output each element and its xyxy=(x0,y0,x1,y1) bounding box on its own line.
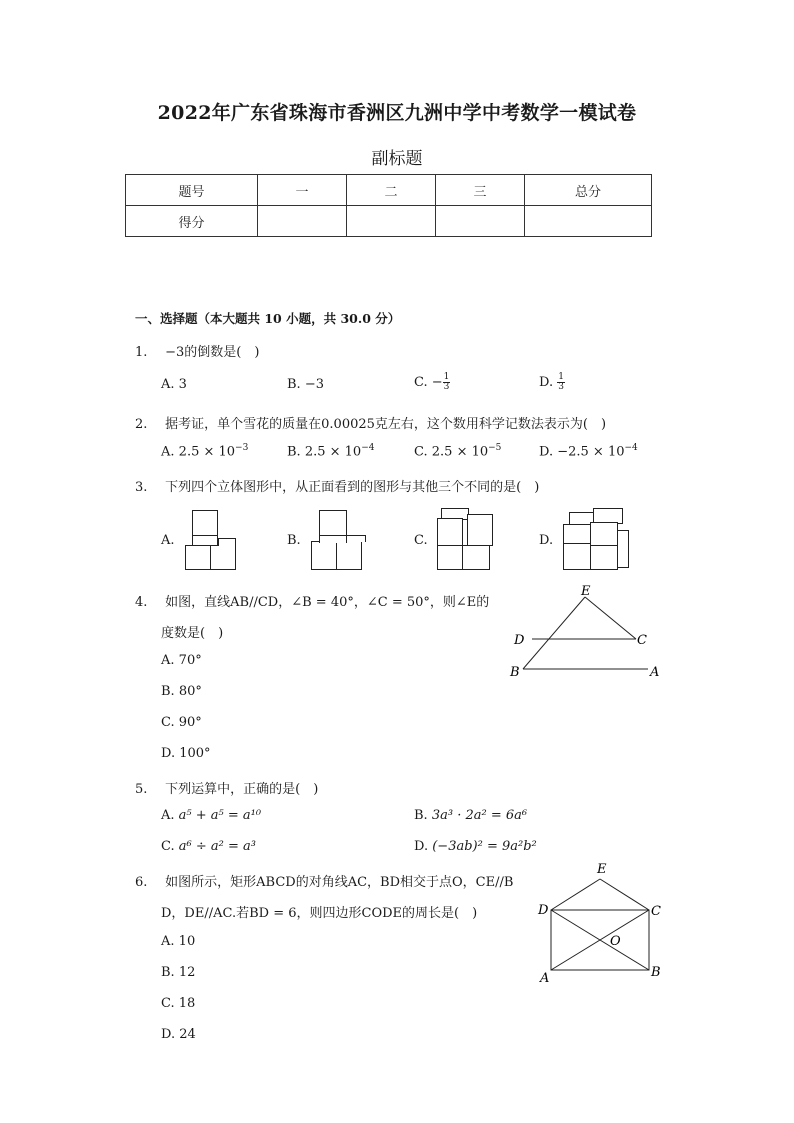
rectangle-figure xyxy=(535,858,665,986)
parallel-lines-figure xyxy=(505,580,670,682)
question-text: 如图，直线AB//CD，∠B = 40°，∠C = 50°，则∠E的 xyxy=(165,595,490,610)
score-row-label: 得分 xyxy=(126,206,258,237)
label-d: D xyxy=(538,903,549,918)
line-ec xyxy=(600,879,649,910)
option-c[interactable]: C. 18 xyxy=(161,996,196,1011)
fraction: $\frac{1}{3}$ xyxy=(558,372,564,392)
option-d[interactable]: D. (−3ab)² = 9a²b² xyxy=(414,839,537,854)
question-number: 3. xyxy=(135,480,148,495)
score-cell[interactable] xyxy=(525,206,652,237)
document-title: 2022年广东省珠海市香洲区九洲中学中考数学一模试卷 xyxy=(157,102,637,124)
score-cell[interactable] xyxy=(258,206,347,237)
label-o: O xyxy=(610,934,621,949)
question-6 xyxy=(135,871,513,890)
label-c: C xyxy=(637,633,647,648)
label-d: D xyxy=(514,633,525,648)
score-header-cell: 三 xyxy=(436,175,525,206)
label-c: C xyxy=(651,904,661,919)
line-ec xyxy=(585,597,636,639)
option-a[interactable] xyxy=(161,377,187,392)
option-text: − xyxy=(431,375,443,390)
question-3 xyxy=(135,476,539,495)
option-c[interactable]: C. $2.5 \times 10^{-5}$ xyxy=(414,443,502,460)
option-text: −3 xyxy=(304,377,324,392)
option-a[interactable]: A. xyxy=(161,533,175,548)
question-text: 下列四个立体图形中，从正面看到的图形与其他三个不同的是( ) xyxy=(165,480,540,495)
question-text: −3的倒数是( ) xyxy=(165,345,260,360)
option-b[interactable]: B. 3a³ · 2a² = 6a⁶ xyxy=(414,808,528,823)
cube-figure-b xyxy=(311,510,371,572)
cube-figure-d xyxy=(563,508,633,572)
option-text: 3 xyxy=(178,377,187,392)
question-number: 4. xyxy=(135,595,148,610)
section-heading: 一、选择题（本大题共 10 小题，共 30.0 分） xyxy=(135,311,401,326)
label-b: B xyxy=(510,665,520,680)
option-d[interactable]: D. 100° xyxy=(161,746,211,761)
question-text-cont: 度数是( ) xyxy=(161,626,224,641)
label-e: E xyxy=(581,584,591,599)
fraction: $\frac{1}{3}$ xyxy=(443,372,450,392)
option-c[interactable]: C. 90° xyxy=(161,715,202,730)
option-letter: D. xyxy=(539,375,554,390)
line-de xyxy=(551,879,600,910)
question-number: 6. xyxy=(135,875,148,890)
score-table xyxy=(125,174,652,237)
label-a: A xyxy=(650,665,660,680)
label-e: E xyxy=(597,862,607,877)
option-b[interactable]: B. $2.5 \times 10^{-4}$ xyxy=(287,443,375,460)
question-text: 如图所示，矩形ABCD的对角线AC，BD相交于点O，CE//B xyxy=(165,875,514,890)
cube-figure-a xyxy=(185,510,245,572)
label-b: B xyxy=(651,965,661,980)
option-c[interactable] xyxy=(414,373,450,392)
option-a[interactable]: A. 10 xyxy=(161,934,196,949)
question-text: 据考证，单个雪花的质量在0.00025克左右，这个数用科学记数法表示为( ) xyxy=(165,417,607,432)
option-b[interactable]: B. 80° xyxy=(161,684,202,699)
score-cell[interactable] xyxy=(436,206,525,237)
option-c[interactable]: C. a⁶ ÷ a² = a³ xyxy=(161,839,256,854)
option-letter: C. xyxy=(414,375,428,390)
score-header-cell: 总分 xyxy=(525,175,652,206)
question-4 xyxy=(135,591,489,610)
score-table-row xyxy=(126,206,652,237)
question-1 xyxy=(135,341,259,360)
question-number: 2. xyxy=(135,417,148,432)
option-a[interactable]: A. $2.5 \times 10^{-3}$ xyxy=(161,443,249,460)
cube-figure-c xyxy=(437,508,497,572)
option-b[interactable]: B. xyxy=(287,533,301,548)
option-a[interactable]: A. 70° xyxy=(161,653,202,668)
label-a: A xyxy=(540,971,550,986)
option-d[interactable]: D. 24 xyxy=(161,1027,196,1042)
option-d[interactable]: D. $-2.5 \times 10^{-4}$ xyxy=(539,443,638,460)
question-2 xyxy=(135,413,606,432)
option-letter: A. xyxy=(161,377,175,392)
document-subtitle: 副标题 xyxy=(371,149,423,169)
question-5 xyxy=(135,778,318,797)
option-a[interactable]: A. a⁵ + a⁵ = a¹⁰ xyxy=(161,808,262,823)
option-b[interactable] xyxy=(287,377,324,392)
score-table-header-row xyxy=(126,175,652,206)
score-header-cell: 题号 xyxy=(126,175,258,206)
score-header-cell: 二 xyxy=(347,175,436,206)
option-c[interactable]: C. xyxy=(414,533,428,548)
question-text: 下列运算中，正确的是( ) xyxy=(165,782,319,797)
option-letter: B. xyxy=(287,377,301,392)
score-header-cell: 一 xyxy=(258,175,347,206)
option-d[interactable] xyxy=(539,373,565,392)
question-number: 5. xyxy=(135,782,148,797)
option-b[interactable]: B. 12 xyxy=(161,965,196,980)
score-cell[interactable] xyxy=(347,206,436,237)
option-d[interactable]: D. xyxy=(539,533,554,548)
line-be xyxy=(523,597,585,669)
question-text-cont: D，DE//AC.若BD = 6，则四边形CODE的周长是( ) xyxy=(161,906,478,921)
question-number: 1. xyxy=(135,345,148,360)
